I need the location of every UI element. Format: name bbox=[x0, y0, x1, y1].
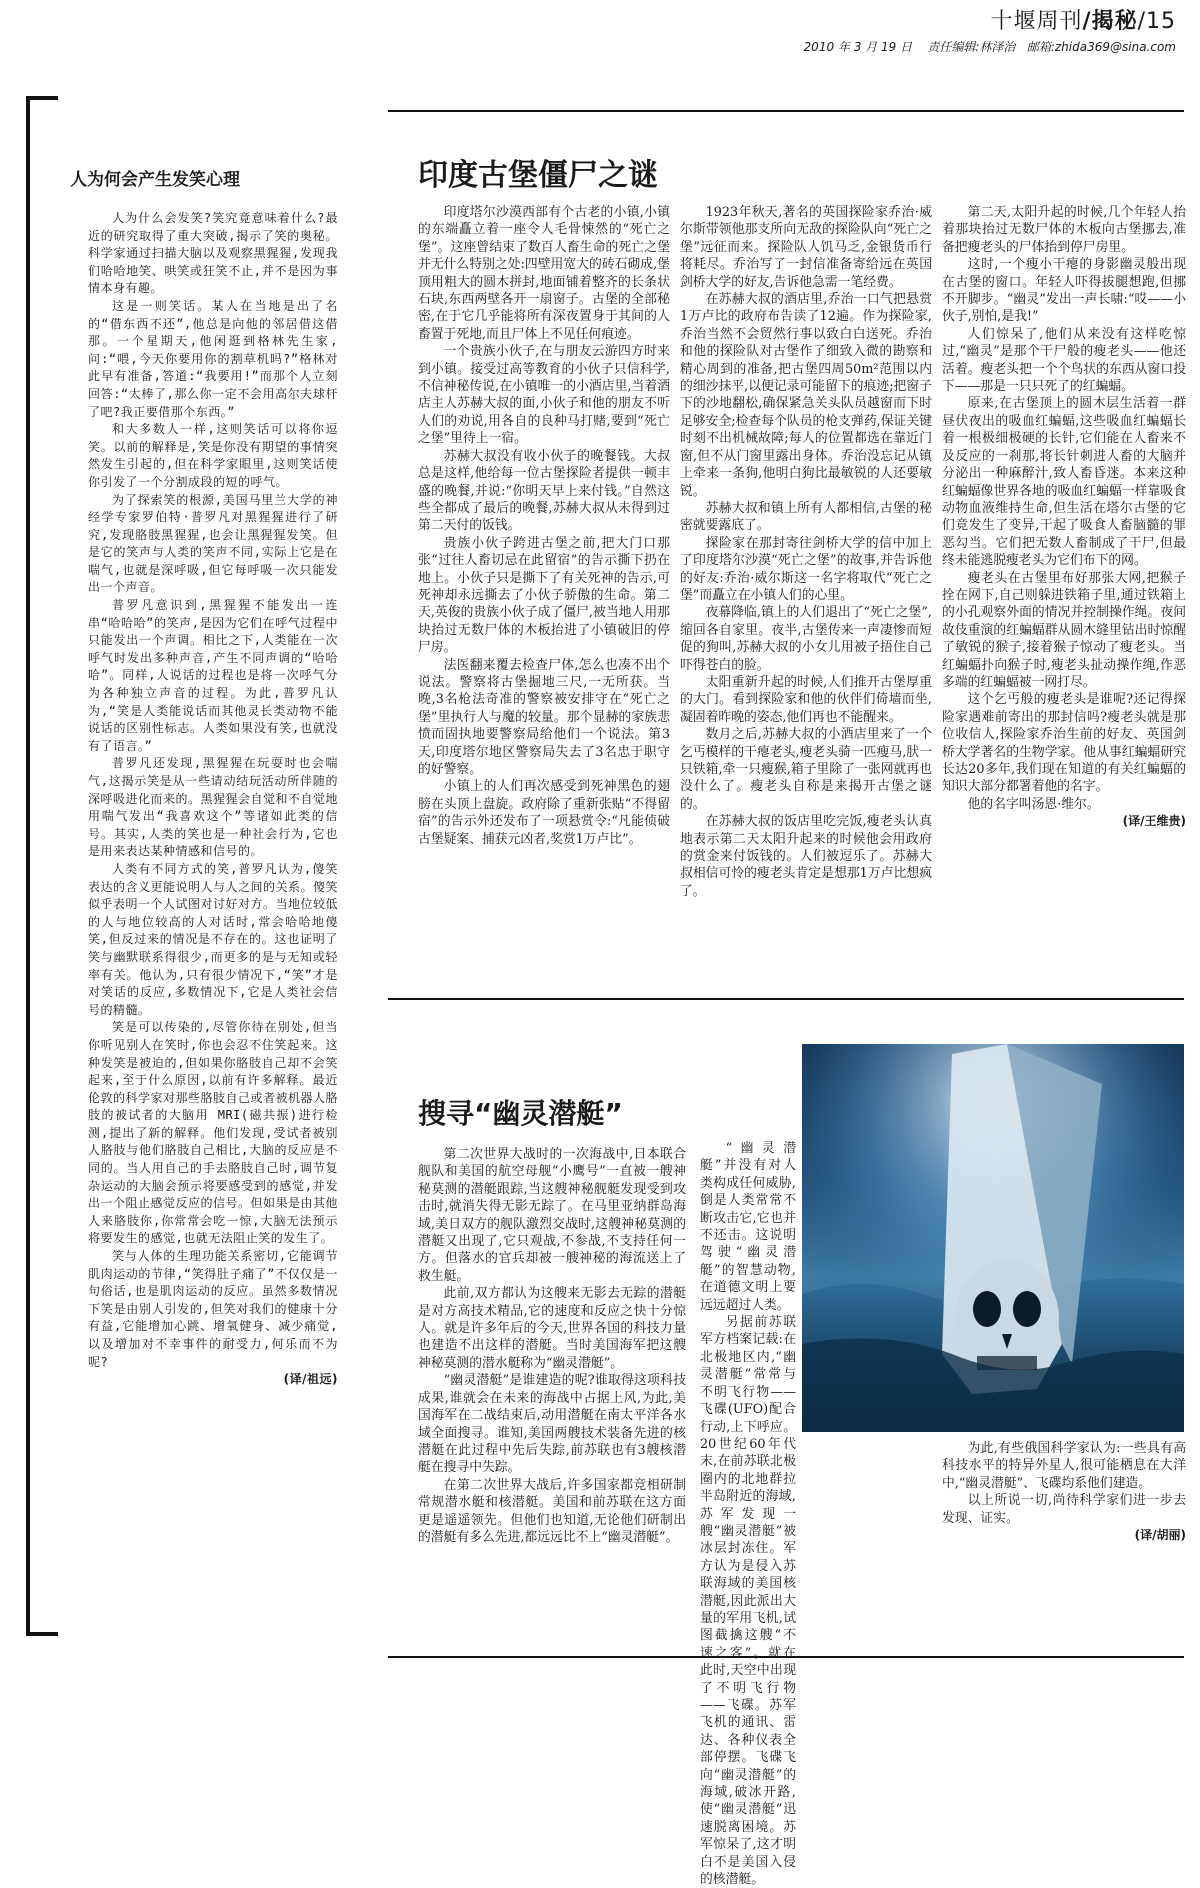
article1-paragraph: 太阳重新升起的时候,人们推开古堡厚重的大门。看到探险家和他的伙伴们倚墙而坐,凝固着昨晚的姿态,他们再也不能醒来。 bbox=[680, 674, 932, 725]
left-paragraph: 笑是可以传染的,尽管你待在别处,但当你听见别人在笑时,你也会忍不住笑起来。这种发笑是被迫的,但如果你胳肢自己却不会笑起来,至于什么原因,以前有许多解释。最近伦敦的科学家对那些胳肢自己或者被机器人胳肢的被试者的大脑用 MRI(磁共振)进行检测,提出了新的解释。他们发现,受试者被别人胳肢与他们胳肢自己相比,大脑的反应是不同的。当人用自己的手去胳肢自己时,调节复杂运动的大脑会预示将要感受到的感觉,并发出一个阻止感觉反应的信号。但如果是由其他人来胳肢你,你常常会吃一惊,大脑无法预示将要发生的感觉,也就无法阻止笑的发生了。 bbox=[88, 1020, 339, 1246]
left-paragraph: 这是一则笑话。某人在当地是出了名的“借东西不还”,他总是向他的邻居借这借那。一个星期天,他闲逛到格林先生家,问:“喂,今天你要用你的割草机吗?”格林对此早有准备,答道:“我要用!”而那个人立刻回答:“太棒了,那么你一定不会用高尔夫球杆了吧?我正要借那个东西。” bbox=[88, 298, 338, 419]
page-number: /15 bbox=[1137, 9, 1176, 34]
article1-paragraph: 这个乞丐般的瘦老头是谁呢?还记得探险家遇难前寄出的那封信吗?瘦老头就是那位收信人,探险家乔治生前的好友、英国剑桥大学著名的生物学家。他从事红蝙蝠研究长达20多年,我们现在知道的有关红蝙蝠的知识大部分都署着他的名字。 bbox=[942, 692, 1186, 795]
article2-title: 搜寻“幽灵潜艇” bbox=[418, 1097, 623, 1130]
left-paragraph: 和大多数人一样,这则笑话可以将你逗笑。以前的解释是,笑是你没有期望的事情突然发生引起的,但在科学家眼里,这则笑话使你引发了一个分割成段的短的呼气。 bbox=[88, 422, 338, 489]
left-paragraph: 普罗凡还发现,黑猩猩在玩耍时也会喘气,这揭示笑是从一些请动结玩活动所伴随的深呼吸进化而来的。黑猩猩会自觉和不自觉地用喘气发出“我喜欢这个”等诸如此类的信号。其实,人类的笑也是一种社会行为,它也是用来表达某种情感和信号的。 bbox=[88, 756, 339, 859]
article2-paragraph: 为此,有些俄国科学家认为:一些具有高科技水平的特异外星人,很可能栖息在大洋中,“幽灵潜艇”、飞碟均系他们建造。 bbox=[942, 1441, 1186, 1491]
article1-paragraph: 人们惊呆了,他们从来没有这样吃惊过,“幽灵”是那个干尸般的瘦老头——他还活着。瘦老头把一个个鸟状的东西从窗口投下——那是一只只死了的红蝙蝠。 bbox=[942, 326, 1186, 395]
article1-title: 印度古堡僵尸之谜 bbox=[418, 158, 658, 193]
left-bracket-top-tick bbox=[26, 96, 58, 100]
article1-top-rule bbox=[388, 110, 1184, 112]
left-paragraph: 为了探索笑的根源,美国马里兰大学的神经学专家罗伯特·普罗凡对黑猩猩进行了研究,发现胳肢黑猩猩,也会让黑猩猩发笑。但是它的笑声与人类的笑声不同,实际上它是在喘气,也就是深呼吸,但它每呼吸一次只能发出一个声音。 bbox=[88, 492, 338, 595]
article2-column-1 bbox=[418, 1146, 686, 1652]
article2-paragraph: 第二次世界大战时的一次海战中,日本联合舰队和美国的航空母舰“小鹰号”一直被一艘神秘莫测的潜艇跟踪,当这艘神秘舰艇发现受到攻击时,就消失得无影无踪了。在马里亚纳群岛海域,美日双方的舰队激烈交战时,这艘神秘莫测的潜艇又出现了,它只观战,不参战,不支持任何一方。但落水的官兵却被一艘神秘的海流送上了救生艇。 bbox=[418, 1147, 686, 1284]
article1-paragraph: 印度塔尔沙漠西部有个古老的小镇,小镇的东端矗立着一座令人毛骨悚然的“死亡之堡”。这座曾结束了数百人畜生命的死亡之堡并无什么特别之处:四壁用宽大的砖石砌成,堡顶用粗大的圆木拼封,地面铺着整齐的长条状石块,东西两壁各开一扇窗子。古堡的全部秘密,在于它几乎能将所有深夜置身于其间的人畜置于死地,而且尸体上不见任何痕迹。 bbox=[418, 205, 670, 342]
editor: 责任编辑:林泽治 bbox=[927, 40, 1016, 54]
article2-paragraph: 另据前苏联军方档案记载:在北极地区内,“幽灵潜艇”常常与不明飞行物——飞碟(UFO)配合行动,上下呼应。20世纪60年代末,在前苏联北极圈内的北地群拉半岛附近的海域,苏军发现一艘“幽灵潜艇”被冰层封冻住。军方认为是侵入苏联海域的美国核潜艇,因此派出大量的军用飞机,试图截擒这艘“不速之客”。就在此时,天空中出现了不明飞行物——飞碟。苏军飞机的通讯、雷达、各种仪表全部停摆。飞碟飞向“幽灵潜艇”的海域,破冰开路,使“幽灵潜艇”迅速脱离困境。苏军惊呆了,这才明白不是美国入侵的核潜艇。 bbox=[700, 1315, 796, 1888]
article1-paragraph: 他的名字叫汤恩·维尔。 bbox=[967, 796, 1100, 812]
left-paragraph: 普罗凡意识到,黑猩猩不能发出一连串“哈哈哈”的笑声,是因为它们在呼气过程中只能发出一个声调。相比之下,人类能在一次呼气时发出多种声音,产生不同声调的“哈哈哈”。同样,人说话的过程也是将一次呼气分为各种独立声音的过程。为此,普罗凡认为,“笑是人类能说话而其他灵长类动物不能说话的区别性标志。人类如果没有笑,也就没有了语言。” bbox=[88, 598, 338, 753]
article1-paragraph: 苏赫大叔和镇上所有人都相信,古堡的秘密就要露底了。 bbox=[680, 500, 932, 534]
article1-column-1 bbox=[418, 204, 670, 992]
article1-paragraph: 夜幕降临,镇上的人们退出了“死亡之堡”,缩回各自家里。夜半,古堡传来一声凄惨而短促的狗叫,苏赫大叔的小女儿用被子捂住自己吓得苍白的脸。 bbox=[680, 605, 932, 673]
article2-credit: (译/胡丽) bbox=[1134, 1528, 1186, 1543]
article2-paragraph: 在第二次世界大战后,许多国家都竞相研制常规潜水艇和核潜艇。美国和前苏联在这方面更是遥遥领先。但他们也知道,无论他们研制出的潜艇有多么先进,都远远比不上“幽灵潜艇”。 bbox=[418, 1477, 686, 1545]
left-article-title: 人为何会产生发笑心理 bbox=[70, 170, 240, 190]
article1-paragraph: 一个贵族小伙子,在与朋友云游四方时来到小镇。接受过高等教育的小伙子只信科学,不信神秘传说,在小镇唯一的小酒店里,当着酒店主人苏赫大叔的面,小伙子和他的朋友不听人们的劝说,用各自的良种马打赌,要到“死亡之堡”里待上一宿。 bbox=[418, 344, 670, 447]
left-paragraph: 人为什么会发笑?笑究竟意味着什么?最近的研究取得了重大突破,揭示了笑的奥秘。科学家通过扫描大脑以及观察黑猩猩,发现我们哈哈地笑、哄笑或狂笑不止,并不是因为事情本身有趣。 bbox=[88, 211, 338, 296]
article1-paragraph: 第二天,太阳升起的时候,几个年轻人抬着那块抬过无数尸体的木板向古堡挪去,准备把瘦老头的尸体抬到停尸房里。 bbox=[942, 205, 1186, 255]
ghost-ship-photo bbox=[802, 1044, 1184, 1432]
article2-column-3 bbox=[942, 1440, 1186, 1652]
article1-paragraph: 在苏赫大叔的酒店里,乔治一口气把悬赏1万卢比的政府布告读了12遍。作为探险家,乔治当然不会贸然行事以致白白送死。乔治和他的探险队对古堡作了细致入微的勘察和精心周到的准备,把古堡四周50m²范围以内的细沙抹平,以便记录可能留下的痕迹;把窗子下的沙地翻松,确保紧急关头队员越窗而下时足够安全;检查每个队员的枪支弹药,保证关键时刻不出机械故障;每人的位置都选在靠近门窗,但不从门窗里露出身体。乔治没忘记从镇上牵来一条狗,他明白狗比最敏锐的人还要敏锐。 bbox=[680, 292, 932, 499]
left-bracket-top bbox=[26, 96, 30, 1636]
article1-paragraph: 1923年秋天,著名的英国探险家乔治·威尔斯带领他那支所向无敌的探险队向“死亡之堡”远征而来。探险队人饥马乏,金银货币行将耗尽。乔治写了一封信准备寄给远在英国剑桥大学的好友,告诉他急需一笔经费。 bbox=[680, 205, 932, 290]
article2-paragraph: 以上所说一切,尚待科学家们进一步去发现、证实。 bbox=[942, 1493, 1186, 1526]
left-article-credit: (译/祖远) bbox=[283, 1372, 338, 1387]
article1-paragraph: 贵族小伙子跨进古堡之前,把大门口那张“过往人畜切忌在此留宿”的告示撕下扔在地上。小伙子只是撕下了有关死神的告示,可死神却永远撕去了小伙子骄傲的生命。第二天,英俊的贵族小伙子成了僵尸,被当地人用那块抬过无数尸体的木板抬进了小镇破旧的停尸房。 bbox=[418, 535, 670, 656]
left-bracket-bottom-tick bbox=[26, 1632, 58, 1636]
editor-email: 邮箱:zhida369@sina.com bbox=[1026, 40, 1176, 54]
masthead-title: 十堰周刊 bbox=[990, 9, 1083, 34]
masthead: 十堰周刊/揭秘/15 bbox=[990, 9, 1176, 34]
article1-paragraph: 小镇上的人们再次感受到死神黑色的翅膀在头顶上盘旋。政府除了重新张贴“不得留宿”的告示外还发布了一项悬赏令:“凡能侦破古堡疑案、捕获元凶者,奖赏1万卢比”。 bbox=[418, 779, 670, 847]
article1-paragraph: 苏赫大叔没有收小伙子的晚餐钱。大叔总是这样,他给每一位古堡探险者提供一顿丰盛的晚餐,并说:“你明天早上来付钱。”自然这些全都成了最后的晚餐,苏赫大叔从未得到过第二天付的饭钱。 bbox=[418, 448, 670, 534]
article2-paragraph: “幽灵潜艇”并没有对人类构成任何威胁,倒是人类常常不断攻击它,它也并不还击。这说明驾驶“幽灵潜艇”的智慧动物,在道德文明上要远远超过人类。 bbox=[700, 1141, 796, 1313]
article1-paragraph: 探险家在那封寄往剑桥大学的信中加上了印度塔尔沙漠“死亡之堡”的故事,并告诉他的好友:乔治·威尔斯这一名字将取代“死亡之堡”而矗立在小镇人们的心里。 bbox=[680, 535, 932, 603]
article1-paragraph: 在苏赫大叔的饭店里吃完饭,瘦老头认真地表示第二天太阳升起来的时候他会用政府的赏金来付饭钱的。人们被逗乐了。苏赫大叔相信可怜的瘦老头肯定是想那1万卢比想疯了。 bbox=[680, 814, 932, 899]
issue-date: 2010 年 3 月 19 日 bbox=[803, 40, 913, 54]
article-divider bbox=[388, 998, 1184, 1000]
article1-paragraph: 原来,在古堡顶上的圆木层生活着一群昼伏夜出的吸血红蝙蝠,这些吸血红蝙蝠长着一根极细极硬的长针,它们能在人畜来不及反应的一刹那,将长针刺进人畜的大脑并分泌出一种麻醉汁,致人畜昏迷。本来这种红蝙蝠像世界各地的吸血红蝙蝠一样靠吸食动物血液维持生命,但生活在塔尔古堡的它们竟发生了变异,干起了吸食人畜脑髓的罪恶勾当。它们把无数人畜制成了干尸,但最终未能逃脱瘦老头为它们布下的网。 bbox=[942, 396, 1186, 569]
article2-paragraph: 此前,双方都认为这艘来无影去无踪的潜艇是对方高技术精品,它的速度和反应之快十分惊人。就是许多年后的今天,世界各国的科技力量也建造不出这样的潜艇。当时美国海军把这艘神秘莫测的潜水艇称为“幽灵潜艇”。 bbox=[418, 1286, 686, 1371]
article2-column-2 bbox=[700, 1140, 796, 1888]
article1-column-3 bbox=[942, 204, 1186, 992]
article2-paragraph: “幽灵潜艇”是谁建造的呢?谁取得这项科技成果,谁就会在未来的海战中占据上风,为此,美国海军在二战结束后,动用潜艇在南太平洋各水域全面搜寻。谁知,美国两艘技术装备先进的核潜艇在此过程中先后失踪,前苏联也有3艘核潜艇在搜寻中失踪。 bbox=[418, 1373, 686, 1476]
article1-credit: (译/王维贵) bbox=[1122, 814, 1186, 829]
left-paragraph: 人类有不同方式的笑,普罗凡认为,傻笑表达的含义更能说明人与人之间的关系。傻笑似乎表明一个人试图对讨好对方。当地位较低的人与地位较高的人对话时,常会哈哈地傻笑,但反过来的情况是不存在的。这也证明了笑与幽默联系得很少,而更多的是与无知或轻率有关。他认为,只有很少情况下,“笑”才是对笑话的反应,多数情况下,它是人类社会信号的精髓。 bbox=[88, 861, 339, 1017]
article1-paragraph: 瘦老头在古堡里布好那张大网,把猴子拴在网下,自己则躲进铁箱子里,通过铁箱上的小孔观察外面的情况并控制操作绳。夜间故伎重演的红蝙蝠群从圆木缝里钻出时惊醒了敏锐的猴子,接着猴子惊动了瘦老头。当红蝙蝠扑向猴子时,瘦老头扯动操作绳,作恶多端的红蝙蝠被一网打尽。 bbox=[942, 570, 1186, 690]
article1-paragraph: 这时,一个瘦小干瘪的身影幽灵般出现在古堡的窗口。年轻人吓得拔腿想跑,但挪不开脚步。“幽灵”发出一声长啸:“哎——小伙子,别怕,是我!” bbox=[942, 257, 1186, 325]
article1-paragraph: 法医翻来覆去检查尸体,怎么也凑不出个说法。警察将古堡掘地三尺,一无所获。当晚,3名枪法奇准的警察被安排守在“死亡之堡”里执行人与魔的较量。那个显赫的家族悲愤而固执地要警察局给他们一个说法。第3天,印度塔尔地区警察局失去了3名忠于职守的好警察。 bbox=[418, 657, 670, 777]
masthead-section: 揭秘 bbox=[1091, 9, 1138, 34]
left-article-body bbox=[88, 210, 338, 1650]
left-paragraph: 笑与人体的生理功能关系密切,它能调节肌肉运动的节律,“笑得肚子痛了”不仅仅是一句俗话,也是肌肉运动的反应。虽然多数情况下笑是由别人引发的,但笑对我们的健康十分有益,它能增加心跳、增氧健身、减少痛觉,以及增加对不幸事件的耐受力,何乐而不为呢? bbox=[88, 1249, 338, 1369]
ghost-ship-illustration bbox=[802, 1044, 1184, 1432]
header-meta bbox=[804, 38, 1176, 55]
article1-paragraph: 数月之后,苏赫大叔的小酒店里来了一个乞丐模样的干瘪老头,瘦老头骑一匹瘦马,肰一只铁箱,牵一只瘦猴,箱子里除了一张网就再也没什么了。瘦老头自称是来揭开古堡之谜的。 bbox=[680, 727, 932, 812]
article1-column-2 bbox=[680, 204, 932, 992]
